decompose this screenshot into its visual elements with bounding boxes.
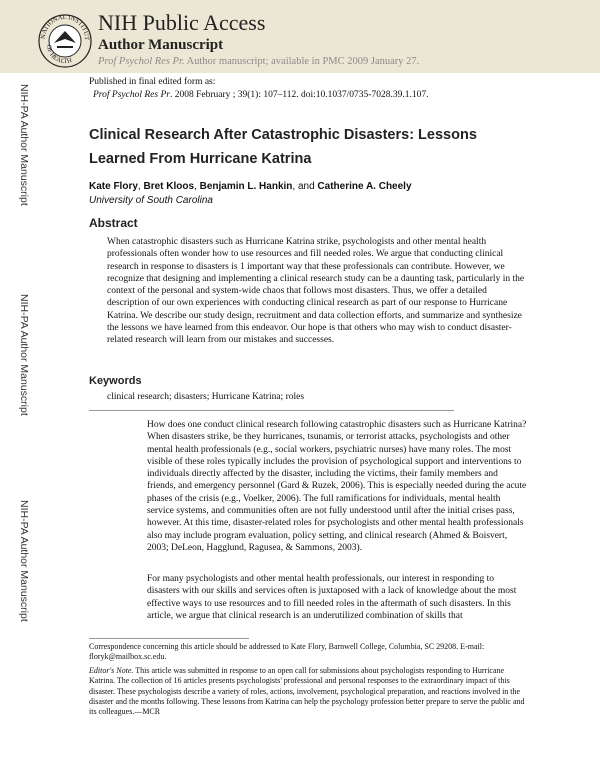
svg-text:OF HEALTH: OF HEALTH (44, 44, 73, 66)
correspondence-footnote: Correspondence concerning this article should be addressed to Kate Flory, Barnwell College, Columbia, SC 29208. E-mail: floryk@mailbox.sc.edu. (89, 642, 485, 662)
nih-public-access-title: NIH Public Access (98, 10, 266, 35)
published-label: Published in final edited form as: (89, 77, 216, 87)
side-label-3: NIH-PA Author Manuscript (18, 500, 30, 622)
side-label-1: NIH-PA Author Manuscript (18, 84, 30, 206)
nih-seal-logo (37, 5, 92, 71)
pmc-availability-line (98, 56, 419, 67)
abstract-heading: Abstract (89, 216, 138, 230)
author-manuscript-label: Author Manuscript (98, 37, 224, 53)
side-label-2: NIH-PA Author Manuscript (18, 294, 30, 416)
author-4: Catherine A. Cheely (317, 181, 412, 192)
keywords-text: clinical research; disasters; Hurricane Katrina; roles (107, 392, 305, 402)
body-paragraph-1: How does one conduct clinical research following catastrophic disasters such as Hurricane Katrina? When disasters strike, be they hurricanes, tsunamis, or terrorist attacks, psychologists and other mental health professionals (e.g., social workers, psychiatric nurses) have many roles. The most visible of these roles typically includes the provision of psychological support and interventions to individuals directly affected by the disaster, including the victims, their family members and friends, and emergency personnel (Gard & Ruzek, 2006). This is especially needed during the acute phases of the crisis (e.g., Voelker, 2006). The full ramifications for individuals, mental health service systems, and communities often are not fully understood until after the initial crises pass, however. At this time, disaster-related roles for psychologists and other mental health professionals also may include program evaluation, policy setting, and clinical research (Ahmed & Boisvert, 2003; DeLeon, Hagglund, Ragusea, & Sammons, 2003). (147, 420, 527, 553)
author-2: Bret Kloos (143, 181, 195, 192)
abstract-text: When catastrophic disasters such as Hurricane Katrina strike, psychologists and other mental health professionals often wonder how to use resources and fill needed roles. We argue that conducting clinical research in response to disasters is 1 important way that these professionals can contribute. However, we recognize that designing and implementing a clinical research study can be a daunting task, particularly in the context of the personal and system-wide chaos that follows most disasters. Thus, we offer a detailed description of our own experiences with conducting clinical research as part of our response to Hurricane Katrina. We describe our study design, recruitment and data collection efforts, and summarize and synthesize the lessons we have learned from this endeavor. Our hope is that others who may wish to conduct disaster-related research will learn from our mistakes and successes. (107, 237, 525, 346)
editors-note-footnote (89, 666, 527, 717)
author-sep-2: , (194, 181, 200, 192)
author-sep-1: , (137, 181, 144, 192)
keywords-heading: Keywords (89, 375, 142, 387)
citation-details: . 2008 February ; 39(1): 107–112. doi:10.1037/0735-7028.39.1.107. (169, 90, 429, 100)
citation-journal: Prof Psychol Res Pr (93, 90, 170, 100)
citation-line (93, 90, 428, 100)
body-paragraph-2: For many psychologists and other mental health professionals, our interest in responding to disasters with our skills and services often is juxtaposed with a lack of knowledge about the most effective ways to use resources and to fill needed roles in the aftermath of such disasters. In this article, we argue that clinical research is an underutilized combination of skills that (147, 574, 517, 621)
author-3: Benjamin L. Hankin (199, 181, 293, 192)
section-divider (89, 410, 454, 411)
article-title: Clinical Research After Catastrophic Disasters: Lessons Learned From Hurricane Katrina (89, 127, 477, 167)
author-1: Kate Flory (89, 181, 138, 192)
editors-note-label: Editor's Note. (89, 666, 134, 675)
author-list (89, 181, 412, 192)
editors-note-text: This article was submitted in response to an open call for submissions about psychologists responding to Hurricane Katrina. The collection of 16 articles presents psychologists' professional and personal responses to the extraordinary impact of this disaster. These psychologists describe a variety of roles, actions, involvement, psychological preparation, and reactions involved in the disaster and the months following. These lessons from Katrina can help the psychology profession better prepare to serve the public and its colleagues.—MCR (89, 666, 525, 717)
footnote-divider (89, 638, 249, 639)
pmc-journal: Prof Psychol Res Pr. (98, 56, 185, 67)
pmc-availability: Author manuscript; available in PMC 2009 January 27. (184, 56, 420, 67)
affiliation: University of South Carolina (89, 195, 213, 206)
svg-text:NATIONAL INSTITUTES: NATIONAL INSTITUT (39, 13, 91, 41)
author-and: , and (292, 181, 318, 192)
